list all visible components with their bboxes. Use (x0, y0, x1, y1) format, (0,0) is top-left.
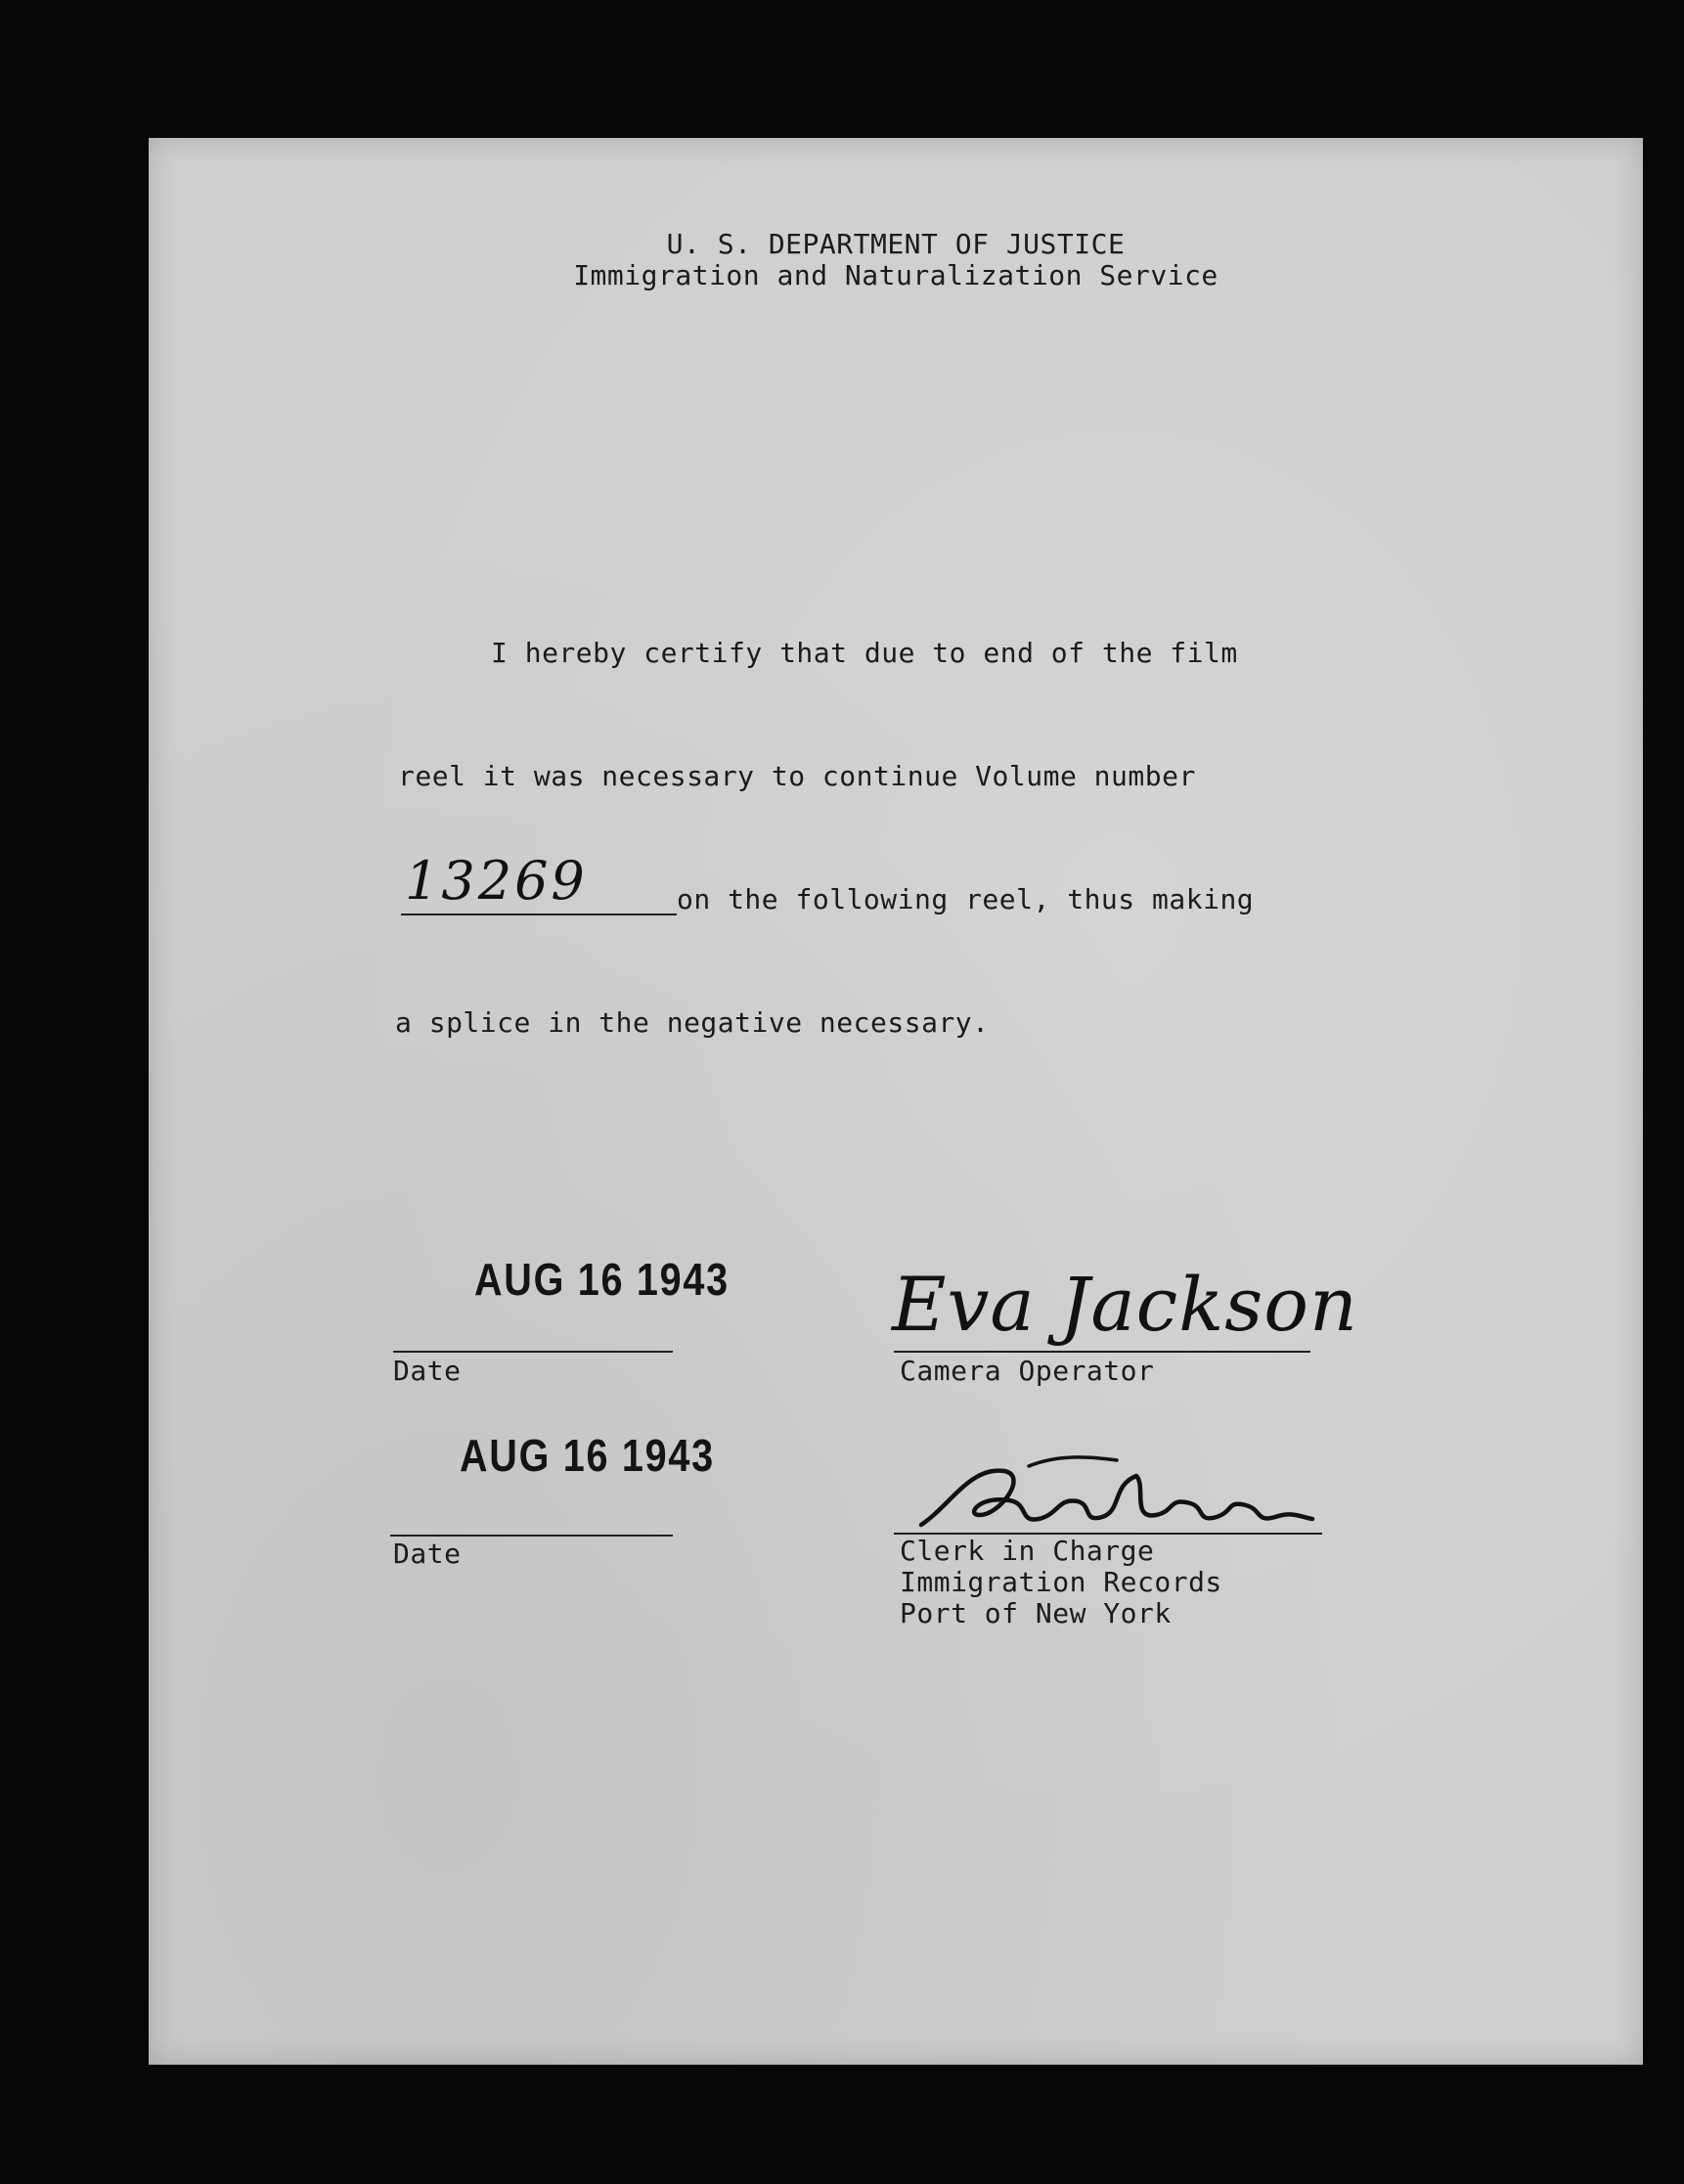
header-department: U. S. DEPARTMENT OF JUSTICE (666, 228, 1126, 260)
date-line-1 (393, 1351, 673, 1353)
header-service: Immigration and Naturalization Service (573, 259, 1219, 291)
clerk-title-line-2: Immigration Records (900, 1566, 1222, 1598)
date-stamp-1: AUG 16 1943 (474, 1254, 730, 1305)
clerk-title-line-1: Clerk in Charge (900, 1535, 1155, 1567)
date-line-2 (390, 1535, 673, 1537)
date-label-2: Date (393, 1538, 462, 1570)
date-stamp-2: AUG 16 1943 (460, 1430, 715, 1481)
camera-operator-line (894, 1351, 1310, 1353)
body-line-1: I hereby certify that due to end of the film (491, 637, 1238, 669)
camera-operator-title: Camera Operator (900, 1355, 1155, 1387)
body-line-2: reel it was necessary to continue Volume number (398, 760, 1196, 792)
date-label-1: Date (393, 1355, 462, 1387)
volume-number-line (401, 914, 677, 915)
clerk-signature (911, 1447, 1322, 1544)
body-line-3: on the following reel, thus making (677, 883, 1255, 915)
volume-number-handwritten: 13269 (405, 850, 588, 912)
document-page (149, 138, 1643, 2065)
body-line-4: a splice in the negative necessary. (395, 1006, 990, 1039)
clerk-title-line-3: Port of New York (900, 1597, 1172, 1629)
camera-operator-signature: Eva Jackson (892, 1261, 1358, 1348)
